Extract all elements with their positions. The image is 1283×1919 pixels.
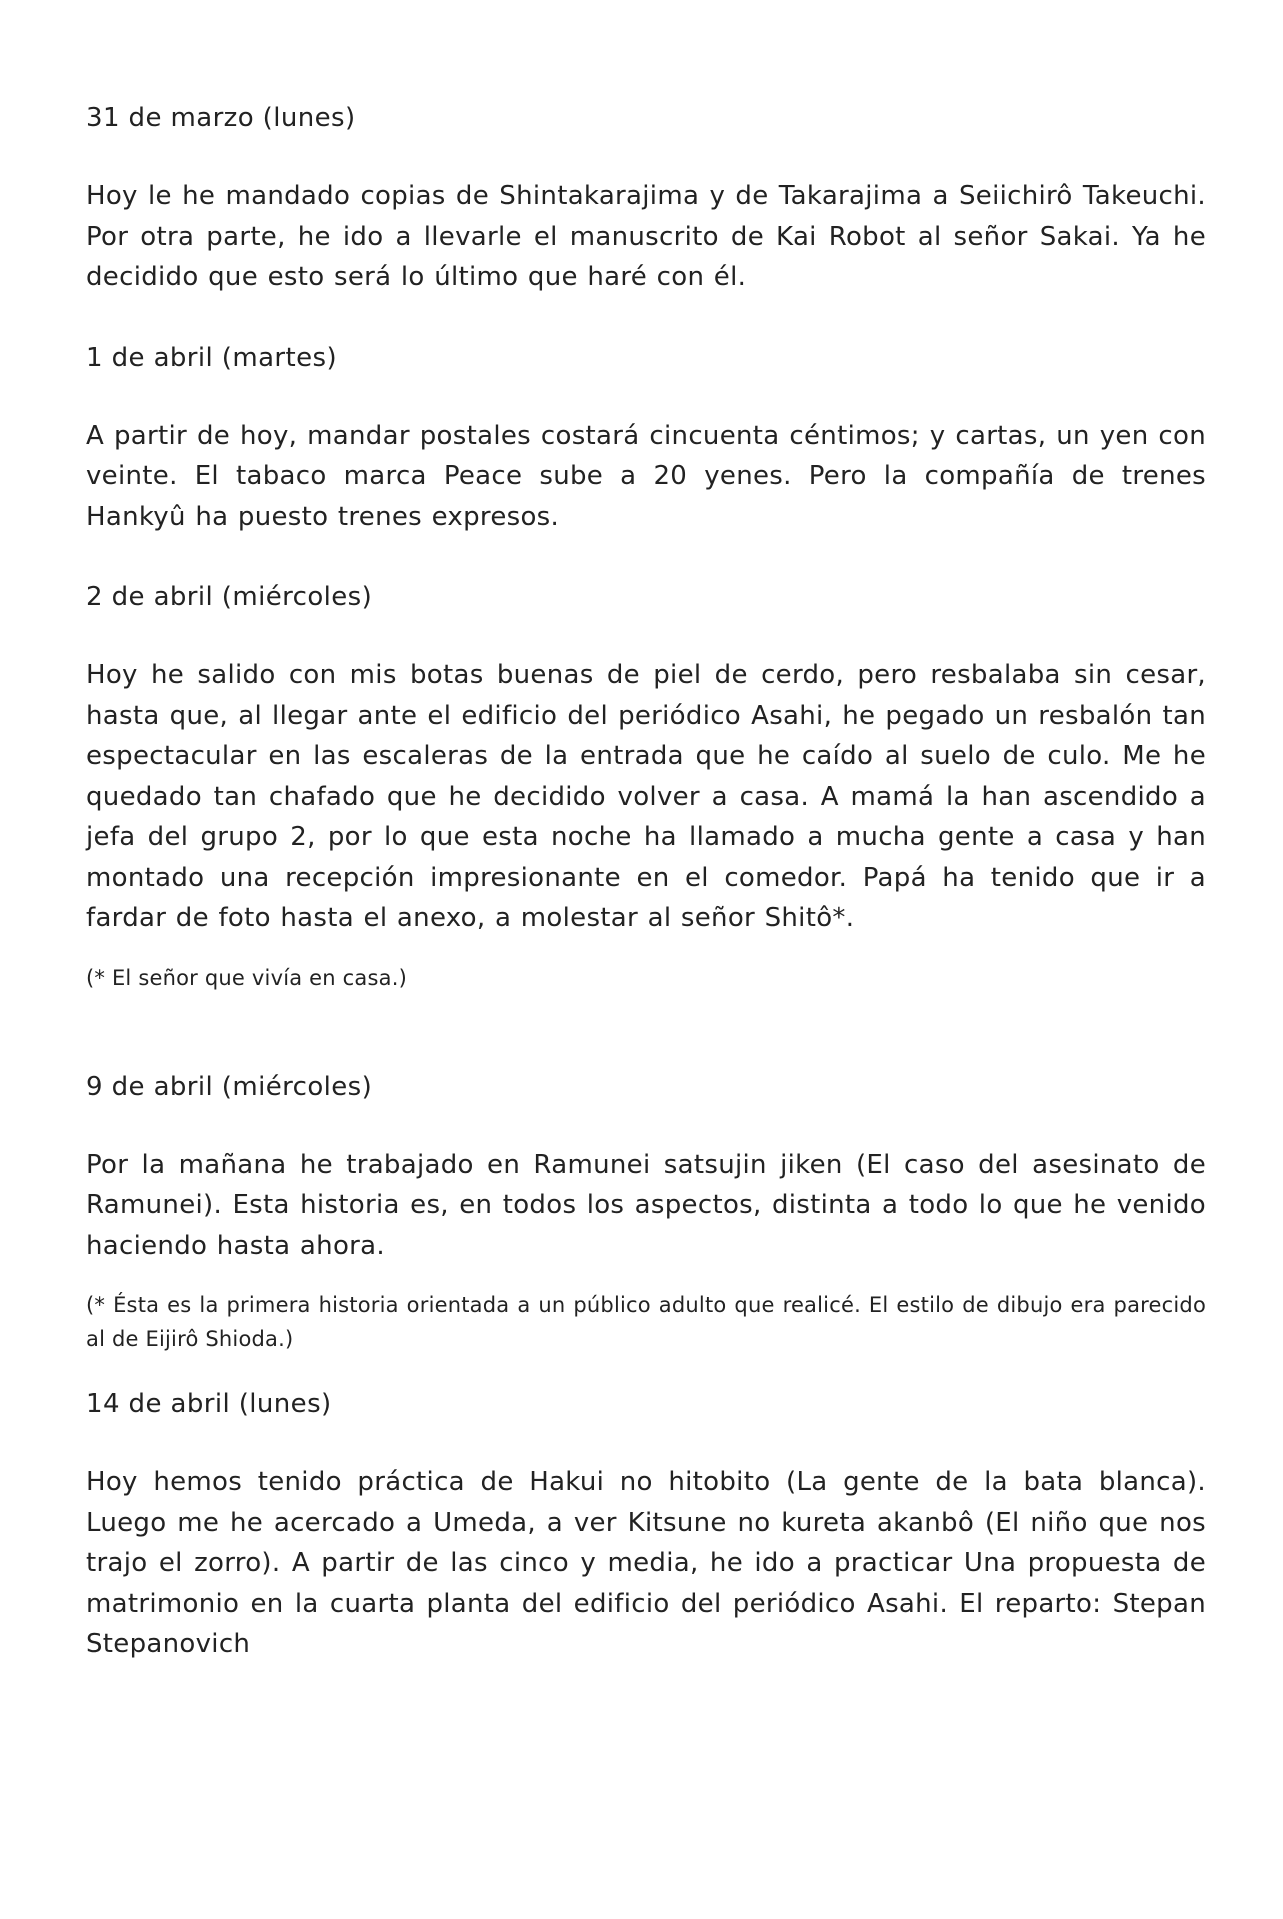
diary-entry-apr-14 bbox=[86, 1384, 1206, 1665]
footnote: (* Ésta es la primera historia orientada a un público adulto que realicé. El estilo de dibujo era parecido al de Eijirô Shioda.) bbox=[86, 1293, 1206, 1351]
entry-text: A partir de hoy, mandar postales costará cincuenta céntimos; y cartas, un yen con veinte. El tabaco marca Peace sube a 20 yenes. Pero la compañía de trenes Hankyû ha puesto trenes expresos. bbox=[86, 420, 1206, 532]
entry-date: 31 de marzo (lunes) bbox=[86, 103, 356, 133]
entry-date: 2 de abril (miércoles) bbox=[86, 582, 373, 612]
entry-date: 9 de abril (miércoles) bbox=[86, 1071, 373, 1102]
entry-date: 14 de abril (lunes) bbox=[86, 1389, 332, 1419]
diary-entry-apr-9 bbox=[86, 1067, 1206, 1357]
diary-entry-mar-31 bbox=[86, 98, 1206, 298]
diary-entry-apr-2 bbox=[86, 577, 1206, 995]
entry-text: Hoy le he mandado copias de Shintakarajima y de Takarajima a Seiichirô Takeuchi. Por otra parte, he ido a llevarle el manuscrito de Kai Robot al señor Sakai. Ya he decidido que esto será lo último que haré con él. bbox=[86, 181, 1206, 292]
diary-entry-apr-1 bbox=[86, 338, 1206, 538]
entry-text: Por la mañana he trabajado en Ramunei satsujin jiken (El caso del asesinato de Ramunei). Esta historia es, en todos los aspectos, distinta a todo lo que he venido haciendo hasta ahora. bbox=[86, 1149, 1206, 1261]
entry-text: Hoy he salido con mis botas buenas de piel de cerdo, pero resbalaba sin cesar, hasta que, al llegar ante el edificio del periódico Asahi, he pegado un resbalón tan espectacular en las escaleras de la entrada que he caído al suelo de culo. Me he quedado tan chafado que he decidido volver a casa. A mamá la han ascendido a jefa del grupo 2, por lo que esta noche ha llamado a mucha gente a casa y han montado una recepción impresionante en el comedor. Papá ha tenido que ir a fardar de foto hasta el anexo, a molestar al señor Shitô*. bbox=[86, 660, 1206, 933]
footnote: (* El señor que vivía en casa.) bbox=[86, 965, 407, 990]
entry-text: Hoy hemos tenido práctica de Hakui no hitobito (La gente de la bata blanca). Luego me he acercado a Umeda, a ver Kitsune no kureta akanbô (El niño que nos trajo el zorro). A partir de las cinco y media, he ido a practicar Una propuesta de matrimonio en la cuarta planta del edificio del periódico Asahi. El reparto: Stepan Stepanovich bbox=[86, 1467, 1206, 1659]
entry-date: 1 de abril (martes) bbox=[86, 342, 337, 373]
diary-page bbox=[86, 98, 1206, 1665]
